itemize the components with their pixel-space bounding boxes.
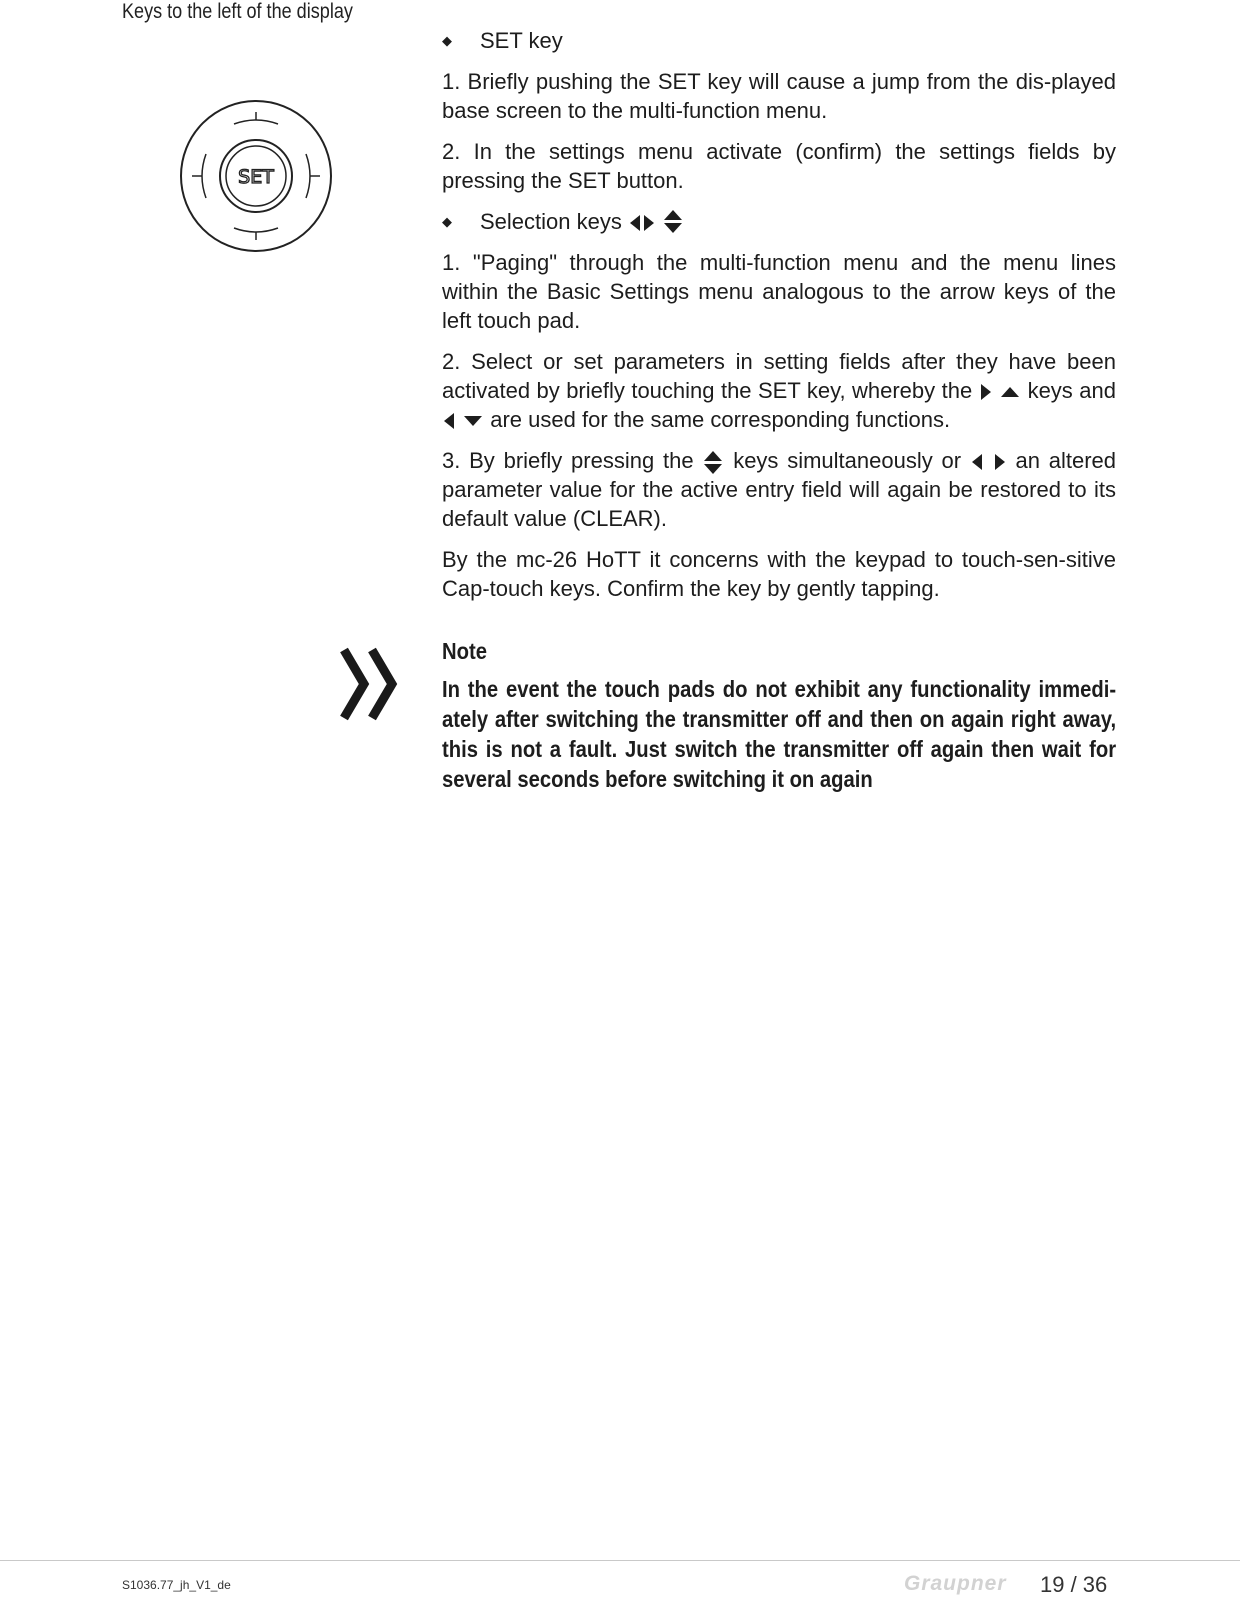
arc-left bbox=[202, 154, 206, 198]
right-arrow-icon bbox=[644, 207, 654, 236]
left-arrow-icon bbox=[444, 407, 454, 432]
up-down-arrows-icon bbox=[704, 451, 722, 474]
selection-p3-part-a: 3. By briefly pressing the bbox=[442, 448, 694, 473]
selection-paragraph-4: By the mc-26 HoTT it concerns with the keypad to touch-sen-sitive Cap-touch keys. Confirm the key by gently tapping. bbox=[442, 547, 1116, 601]
set-key-heading: SET key bbox=[480, 28, 563, 53]
right-arrow-icon bbox=[995, 448, 1005, 473]
selection-paragraph-3 bbox=[442, 446, 1116, 533]
side-heading: Keys to the left of the display bbox=[122, 0, 353, 23]
note-box bbox=[442, 636, 1117, 794]
right-arrow-icon bbox=[981, 378, 991, 403]
note-title: Note bbox=[442, 638, 487, 664]
selection-p2-part-b: keys and bbox=[1027, 378, 1116, 403]
selection-keys-heading: Selection keys bbox=[480, 209, 622, 234]
arc-bottom bbox=[234, 228, 278, 232]
arc-top bbox=[234, 120, 278, 124]
diamond-bullet-icon: ◆ bbox=[442, 33, 452, 48]
set-key-paragraph-2: 2. In the settings menu activate (confirm) the settings fields by pressing the SET button. bbox=[442, 139, 1116, 193]
content-column bbox=[442, 26, 1116, 615]
footer-divider bbox=[0, 1560, 1240, 1561]
selection-paragraph-2 bbox=[442, 347, 1116, 434]
down-arrow-icon bbox=[464, 407, 482, 432]
set-label: SET bbox=[238, 166, 274, 188]
diamond-bullet-icon: ◆ bbox=[442, 214, 452, 229]
selection-p3-part-b: keys simultaneously or bbox=[733, 448, 962, 473]
arc-right bbox=[306, 154, 310, 198]
document-id: S1036.77_jh_V1_de bbox=[122, 1578, 231, 1592]
page-number: 19 / 36 bbox=[1040, 1572, 1108, 1597]
set-key-figure bbox=[178, 98, 334, 254]
selection-p2-part-a: 2. Select or set parameters in setting fields after they have been activated by briefly touching the SET key, whereby the bbox=[442, 349, 1116, 403]
selection-paragraph-1: 1. "Paging" through the multi-function menu and the menu lines within the Basic Settings menu analogous to the arrow keys of the left touch pad. bbox=[442, 250, 1116, 333]
left-arrow-icon bbox=[630, 207, 640, 236]
double-chevron-icon bbox=[340, 646, 402, 722]
note-body: In the event the touch pads do not exhibit any functionality immedi-ately after switching the transmitter off and then on again right away, this is not a fault. Just switch the transmitter off again then wait for several seconds before switching it on again bbox=[442, 676, 1117, 792]
up-arrow-icon bbox=[1001, 378, 1019, 403]
set-key-bullet bbox=[442, 26, 1116, 55]
selection-p2-part-c: are used for the same corresponding functions. bbox=[490, 407, 951, 432]
set-key-paragraph-1: 1. Briefly pushing the SET key will cause a jump from the dis-played base screen to the multi-function menu. bbox=[442, 69, 1116, 123]
up-down-arrows-icon bbox=[664, 210, 682, 233]
selection-keys-bullet bbox=[442, 207, 1116, 236]
selection-p3-part-c: an altered parameter value for the active entry field will again be restored to its default value (CLEAR). bbox=[442, 448, 1116, 531]
left-arrow-icon bbox=[972, 448, 982, 473]
brand-logo: Graupner bbox=[904, 1572, 1007, 1595]
